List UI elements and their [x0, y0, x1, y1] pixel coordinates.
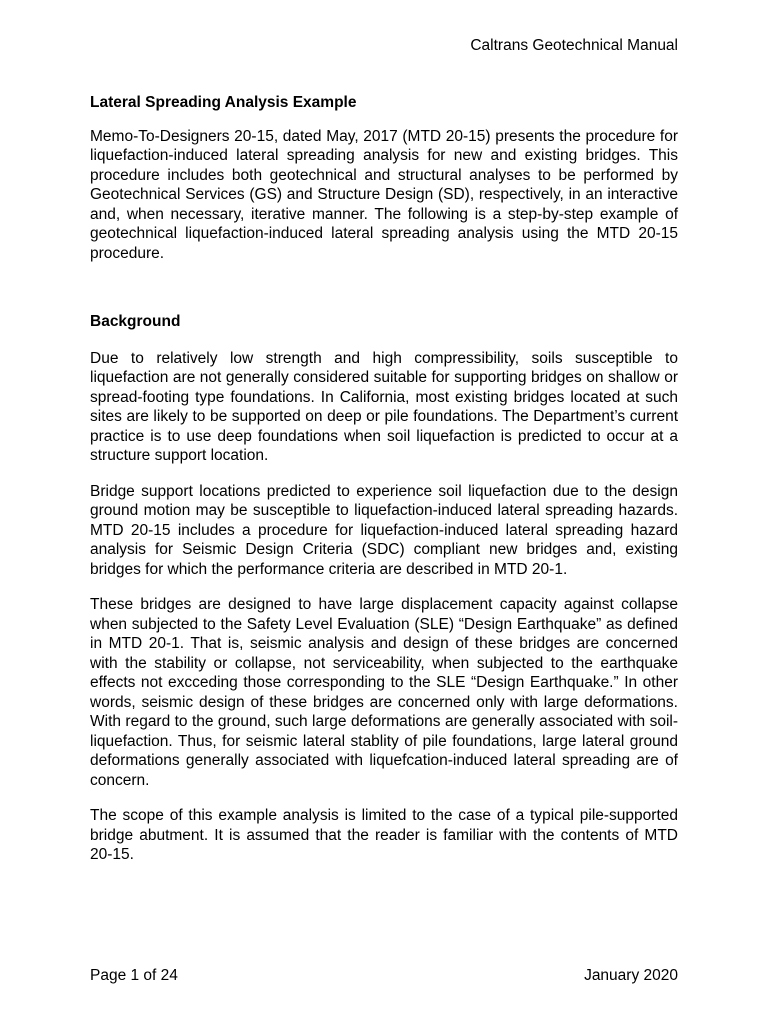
background-paragraph-1: Due to relatively low strength and high compressibility, soils susceptible to liquefaction are not generally considered suitable for supporting bridges on shallow or spread-footing type foundations. In California, most existing bridges located at such sites are likely to be supported on deep or pile foundations. The Department’s current practice is to use deep foundations when soil liquefaction is predicted to occur at a structure support location.	[90, 349, 678, 464]
background-heading: Background	[90, 313, 181, 330]
background-paragraph-4: The scope of this example analysis is limited to the case of a typical pile-supported bridge abutment. It is assumed that the reader is familiar with the contents of MTD 20-15.	[90, 807, 678, 863]
background-paragraph-3: These bridges are designed to have large displacement capacity against collapse when subjected to the Safety Level Evaluation (SLE) “Design Earthquake” as defined in MTD 20-1. That is, seismic analysis and design of these bridges are concerned with the stability or collapse, not serviceability, when subjected to the earthquake effects not excceding those corresponding to the SLE “Design Earthquake.” In other words, seismic design of these bridges are concerned only with large deformations. With regard to the ground, such large deformations are generally associated with soil-liquefaction. Thus, for seismic lateral stablity of pile foundations, large lateral ground deformations generally associated with liquefcation-induced lateral spreading are of concern.	[90, 596, 678, 789]
document-body	[90, 93, 678, 881]
section-title: Lateral Spreading Analysis Example	[90, 94, 357, 111]
page-number: Page 1 of 24	[90, 967, 178, 984]
background-paragraph-2: Bridge support locations predicted to experience soil liquefaction due to the design ground motion may be susceptible to liquefaction-induced lateral spreading hazards. MTD 20-15 includes a procedure for liquefaction-induced lateral spreading hazard analysis for Seismic Design Criteria (SDC) compliant new bridges and, existing bridges for which the performance criteria are described in MTD 20-1.	[90, 482, 678, 578]
footer-date: January 2020	[584, 967, 678, 984]
intro-paragraph: Memo-To-Designers 20-15, dated May, 2017 (MTD 20-15) presents the procedure for liquefaction-induced lateral spreading analysis for new and existing bridges. This procedure includes both geotechnical and structural analyses to be performed by Geotechnical Services (GS) and Structure Design (SD), respectively, in an interactive and, when necessary, iterative manner. The following is a step-by-step example of geotechnical liquefaction-induced lateral spreading analysis using the MTD 20-15 procedure.	[90, 127, 678, 262]
running-header: Caltrans Geotechnical Manual	[470, 37, 678, 54]
